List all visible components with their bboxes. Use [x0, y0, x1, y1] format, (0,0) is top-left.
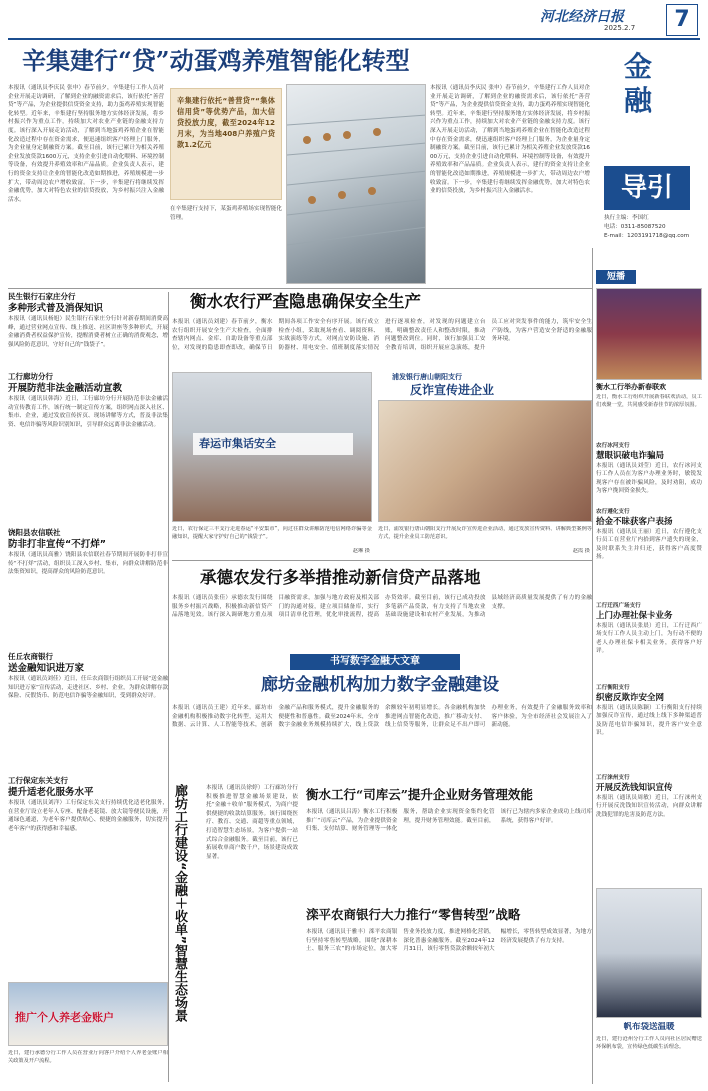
left-item-headline: 开展防范非法金融活动宣教	[8, 383, 123, 394]
left-item-headline: 多种形式普及消保知识	[8, 303, 104, 314]
sidebar-label: 短播	[596, 270, 636, 284]
left-item-headline: 防非打非宣传“不打烊”	[8, 539, 106, 550]
vertical-headline: 廊坊工行建设“金融＋收单”智慧生态场景	[172, 784, 187, 1023]
section-name: 金融	[624, 50, 653, 117]
left-item-title: 工行保定东关支行	[8, 776, 68, 785]
photo1-caption: 近日，农行保定三丰支行走进春运“平安集市”，向过往群众讲解防范电信网络诈骗等金融知识，提醒大家守护好自己的“钱袋子”。	[172, 526, 372, 540]
feature-body: 本报讯（通讯员王建）近年来，廊坊市金融机构积极推动数字化转型，运用大数据、云计算、人工智能等技术，创新金融产品和服务模式，提升金融服务的便捷性和普惠性。截至2024年末，全市数字金融业务规模持续扩大，线上贷款余额较年初明显增长。各金融机构加快推进网点智能化改造，推广移动支付、线上信贷等服务，让群众足不出户即可办理业务，有效提升了金融服务效率和客户体验，为全市经济社会发展注入了新动能。	[172, 705, 592, 729]
lead-stat-box	[170, 88, 282, 200]
photo1-headline: 春运市集话安全	[199, 437, 276, 450]
sidebar-bottom-caption: 帆布袋送温暖	[623, 1022, 675, 1032]
section-logo	[594, 46, 700, 244]
sidebar-bottom-photo	[596, 888, 702, 1018]
left-bottom-caption: 近日，建行承德分行工作人员在营业厅向客户介绍个人养老金账户相关政策及开户流程。	[8, 1050, 168, 1064]
lead-stat-text: 辛集建行依托“善营贷”“集体信用贷”等优势产品，加大信贷投放力度，截至2024年12月末，为当地408户养殖户贷款1.2亿元	[177, 96, 275, 149]
masthead	[0, 0, 708, 40]
sidebar-item-title: 农行遵化支行	[596, 509, 630, 515]
left-item-1	[8, 292, 168, 364]
sidebar-item-title: 农行冰河支行	[596, 443, 630, 449]
left-item-4	[8, 652, 168, 772]
sidebar-item-2	[596, 508, 702, 598]
page-number: 7	[666, 4, 698, 36]
photo2-credit: 赵霞 摄	[572, 548, 590, 554]
left-item-body: 本报讯（通讯员刘洋）工行保定东关支行持续优化适老化服务，在营业厅设立老年人专座、配备老花镜、放大镜等便民设施，开通绿色通道，为老年客户提供贴心、便捷的金融服务，切实提升老年客户的获得感和幸福感。	[8, 800, 168, 832]
sidebar-item-headline: 上门办理社保卡业务	[596, 610, 673, 621]
sidebar-item-5	[596, 774, 702, 878]
photo2-label: 浦发银行唐山朝阳支行	[392, 373, 462, 381]
vertical-body: 本报讯（通讯员徐婷）工行廊坊分行积极推进智慧金融场景建设，依托“金融＋收单”服务模式，为商户提供便捷的收款结算服务。该行围绕医疗、教育、交通、商超等重点领域，打造智慧生态场景，为客户提供一站式综合金融服务。截至目前，该行已拓展收单商户数千户，场景建设成效显著。	[206, 785, 298, 860]
left-bottom-photo	[8, 982, 168, 1046]
sidebar-item-headline: 开展反洗钱知识宣传	[596, 782, 673, 793]
sidebar-item-body: 本报讯（通讯员陈颖）工行衡阳支行持续加强反诈宣传，通过线上线下多种渠道普及防范电信诈骗知识，提升客户安全意识。	[596, 704, 702, 737]
left-item-3	[8, 528, 168, 648]
sidebar-bottom-body: 近日，建行沧州分行工作人员向社区居民赠送环保帆布袋，宣传绿色低碳生活理念。	[596, 1036, 702, 1050]
left-item-headline: 送金融知识进万家	[8, 663, 85, 674]
sidebar-item-title: 工行迁西广场支行	[596, 603, 641, 609]
vertical-headline-box	[172, 784, 202, 1084]
photo2-caption: 近日，浦发银行唐山朝阳支行开展反诈宣传进企业活动，通过发放宣传资料、讲解典型案例等方式，提升企业员工防范意识。	[378, 526, 592, 540]
lead-body-2	[170, 205, 282, 285]
luanping-headline: 滦平农商银行大力推行“零售转型”战略	[306, 907, 521, 922]
sidebar-item-title: 工行衡阳支行	[596, 685, 630, 691]
lead-body: 本报讯（通讯员李庆民 张申）春节前夕，辛集建行工作人员对企业开展走访调研，了解到企业的融资需求后，该行依托“善营贷”等产品，为企业提供信贷资金支持，助力蛋鸡养殖实现智能化转型。近年来，辛集建行坚持服务地方实体经济发展，将乡村振兴作为重点工作，持续加大对农业产业链的金融支持力度。该行深入开展走访活动，了解到当地蛋鸡养殖企业在智能化改造过程中存在资金需求，便迅速组织客户经理上门服务，为企业量身定制融资方案。截至目前，该行已累计为相关养殖企业发放贷款1600万元，支持企业引进自动化喂料、环境控制等设备，有效提升养殖效率和产品品质。企业负责人表示，建行的资金支持让企业的智能化改造如期推进，养殖规模进一步扩大，带动周边农户增收致富。下一步，辛集建行将继续发挥金融优势，加大对特色农业的信贷投放，为乡村振兴注入金融活水。	[8, 85, 164, 203]
sidebar-item-body: 本报讯（通讯员刘莹）近日，农行冰河支行工作人员在为客户办理业务时，敏锐发现客户存在被诈骗风险，及时劝阻，成功为客户挽回资金损失。	[596, 462, 702, 495]
lead-photo	[286, 84, 426, 284]
left-item-body: 本报讯（通讯员高雅）饶阳县农信联社春节期间开展防非打非宣传“不打烊”活动，组织员工深入乡村、集市，向群众讲解防范非法集资知识，提高群众的风险防范意识。	[8, 552, 168, 576]
left-bottom-headline: 推广个人养老金账户	[15, 1011, 114, 1024]
hengshui-headline: 衡水农行严查隐患确保安全生产	[190, 292, 421, 311]
sidebar-item-title: 工行涞州支行	[596, 775, 630, 781]
lead-headline: 辛集建行“贷”动蛋鸡养殖智能化转型	[22, 46, 410, 75]
left-item-headline: 提升适老化服务水平	[8, 787, 94, 798]
left-item-5	[8, 776, 168, 976]
section-guide: 导引	[604, 166, 690, 210]
left-item-body: 本报讯（通讯员杨旭）民生银行石家庄分行针对新春期间消费高峰，通过营业网点宣传、线上推送、社区讲座等多种形式，开展金融消费者权益保护宣传，提醒消费者树立正确的消费观念，增强风险防范意识，守好自己的“钱袋子”。	[8, 316, 168, 348]
left-item-2	[8, 372, 168, 522]
sidebar-photo-caption: 衡水工行举办新春联欢	[596, 383, 666, 391]
lead-body-2-text: 在辛集建行支持下，某蛋鸡养殖场实现智能化管理。	[170, 206, 282, 221]
feature-headline: 廊坊金融机构加力数字金融建设	[261, 675, 499, 695]
paper-name: 河北经济日报	[540, 9, 624, 25]
sidebar-photo	[596, 288, 702, 380]
section-email: E-mail：1203191718@qq.com	[604, 233, 690, 239]
left-item-body: 本报讯（通讯员刘佳）近日，任丘农商银行组织员工开展“送金融知识进万家”宣传活动，走进社区、乡村、企业，为群众讲解存款保险、反假货币、防范电信诈骗等金融知识，受到群众好评。	[8, 676, 168, 700]
left-item-title: 工行廊坊分行	[8, 372, 53, 381]
photo1	[172, 372, 372, 522]
sidebar-item-headline: 拾金不昧获客户表扬	[596, 516, 673, 527]
cage-lines-graphic	[287, 85, 426, 284]
sidebar-item-3	[596, 602, 702, 680]
section-editor: 执行主编：李国红	[604, 215, 649, 221]
sidebar	[596, 248, 702, 1084]
left-item-body: 本报讯（通讯员韩海）近日，工行廊坊分行开展防范非法金融活动宣传教育工作，该行统一制定宣传方案，组织网点深入社区、集市、企业，通过发放宣传折页、现场讲解等方式，普及非法集资、电信诈骗等风险识别知识，引导群众远离非法金融活动。	[8, 396, 168, 428]
feature-banner: 书写数字金融大文章	[290, 654, 460, 670]
left-item-title: 饶阳县农信联社	[8, 528, 61, 537]
chengde-headline: 承德农发行多举措推动新信贷产品落地	[200, 568, 481, 587]
sidebar-item-body: 本报讯（通讯员周敏）近日，工行涞州支行开展反洗钱知识宣传活动，向群众讲解洗钱犯罪的危害及防范方法。	[596, 794, 702, 818]
chengde-body: 本报讯（通讯员张佳）承德农发行围绕服务乡村振兴战略，积极推动新信贷产品落地见效。该行深入调研地方重点项目融资需求，加强与地方政府及相关部门的沟通对接，建立项目储备库，实行项目清单化管理，优化审批流程，提高办贷效率。截至目前，该行已成功投放多笔新产品贷款，有力支持了当地农业基础设施建设和农村产业发展，为推动县域经济高质量发展提供了有力的金融支撑。	[172, 595, 592, 619]
sidebar-item-headline: 慧眼识破电诈骗局	[596, 450, 665, 461]
sidebar-item-body: 本报讯（通讯员王丽）近日，农行遵化支行员工在营业厅内拾到客户遗失的现金，及时联系失主并归还，获得客户高度赞扬。	[596, 528, 702, 561]
section-phone: 电话：0311-85087520	[604, 224, 666, 230]
lead-body-3	[430, 84, 590, 284]
sidebar-item-headline: 织密反欺诈安全网	[596, 692, 665, 703]
sidebar-item-body: 本报讯（通讯员张晨）近日，工行迁西广场支行工作人员主动上门，为行动不便的老人办理社保卡相关业务，获得客户好评。	[596, 622, 702, 655]
lead-body-3-text: 本报讯（通讯员李庆民 张申）春节前夕，辛集建行工作人员对企业开展走访调研，了解到企业的融资需求后，该行依托“善营贷”等产品，为企业提供信贷资金支持，助力蛋鸡养殖实现智能化转型。近年来，辛集建行坚持服务地方实体经济发展，将乡村振兴作为重点工作，持续加大对农业产业链的金融支持力度。该行深入开展走访活动，了解到当地蛋鸡养殖企业在智能化改造过程中存在资金需求，便迅速组织客户经理上门服务，为企业量身定制融资方案。截至目前，该行已累计为相关养殖企业发放贷款1600万元，支持企业引进自动化喂料、环境控制等设备，有效提升养殖效率和产品品质。企业负责人表示，建行的资金支持让企业的智能化改造如期推进，养殖规模进一步扩大，带动周边农户增收致富。下一步，辛集建行将继续发挥金融优势，加大对特色农业的信贷投放，为乡村振兴注入金融活水。	[430, 85, 590, 195]
photo1-credit: 赵琳 摄	[352, 548, 370, 554]
sidebar-photo-body: 近日，衡水工行组织开展新春联欢活动，员工们欢聚一堂，共同感受新春佳节的浓厚氛围。	[596, 394, 702, 408]
hengshui2-headline: 衡水工行“司库云”提升企业财务管理效能	[306, 787, 533, 802]
left-column	[8, 292, 168, 1080]
sidebar-item-1	[596, 442, 702, 504]
photo2	[378, 400, 592, 522]
photo1-headline-box	[193, 433, 353, 455]
left-item-title: 民生银行石家庄分行	[8, 292, 76, 301]
masthead-date: 2025.2.7	[604, 24, 636, 32]
hengshui2-body: 本报讯（通讯员吕涛）衡水工行积极推广“司库云”产品，为企业提供资金归集、支付结算、财务管理等一体化服务，帮助企业实现资金集约化管理，提升财务管理效能。截至目前，该行已为辖内多家企业成功上线司库系统，获得客户好评。	[306, 809, 592, 833]
luanping-body: 本报讯（通讯员于雅丰）滦平农商银行坚持零售转型战略，围绕“深耕本土、服务三农”的市场定位，加大零售业务投放力度，推进网格化营销，深化普惠金融服务。截至2024年12月31日，该行零售贷款余额较年初大幅增长，零售转型成效显著，为地方经济发展提供了有力支持。	[306, 929, 592, 953]
photo2-headline: 反诈宣传进企业	[410, 383, 495, 397]
sidebar-item-4	[596, 684, 702, 770]
left-item-title: 任丘农商银行	[8, 652, 53, 661]
hengshui-body: 本报讯（通讯员刘建）春节前夕，衡水农行组织开展安全生产大检查，全面排查辖内网点、金库、自助设备等重点部位，对发现的隐患即查即改，确保节日期间各项工作安全有序开展。该行成立检查小组，采取现场查看、调阅资料、实战演练等方式，对网点安防设施、消防器材、用电安全、值班制度落实情况进行逐项检查，对发现的问题建立台账，明确整改责任人和整改时限，推动问题整改到位。同时，该行加强员工安全教育培训，组织开展应急演练，提升员工应对突发事件的能力，筑牢安全生产防线，为客户营造安全舒适的金融服务环境。	[172, 319, 592, 351]
